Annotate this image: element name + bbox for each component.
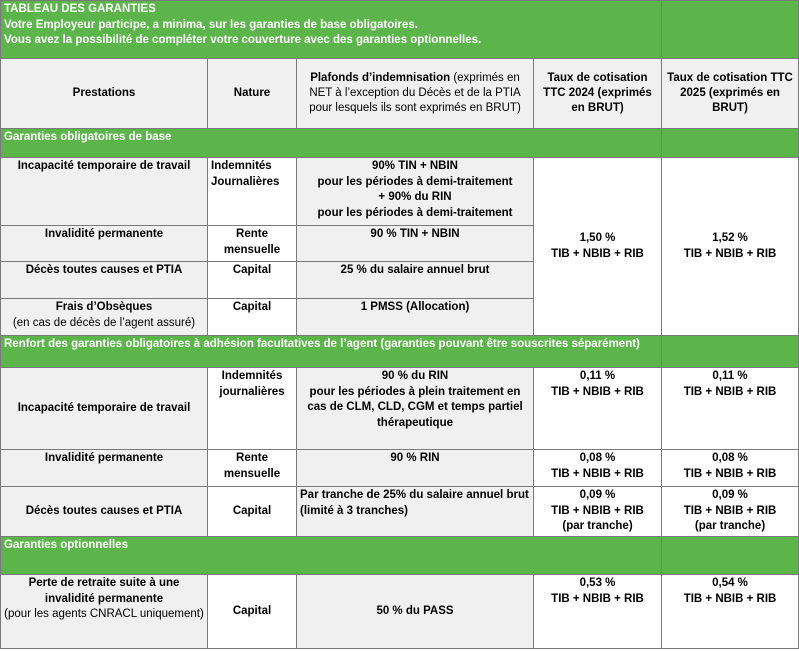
- renfort-row-1-rate-2025-value: 0,11 %: [712, 370, 748, 382]
- section-renfort-empty: [662, 336, 799, 368]
- section-base-empty: [662, 129, 799, 158]
- header-plafonds-title: Plafonds d’indemnisation: [310, 72, 451, 84]
- base-row-1-nature: Indemnités Journalières: [208, 158, 297, 226]
- base-rate-2025: [662, 158, 799, 336]
- renfort-row-3-rate-2024-value: 0,09 %: [579, 489, 616, 501]
- renfort-row-3-nature: Capital: [208, 487, 297, 537]
- base-rate-2024-basis: TIB + NBIB + RIB: [551, 247, 644, 260]
- section-base-title: Garanties obligatoires de base: [1, 129, 662, 158]
- renfort-row-1-plafond-line-2: pour les périodes à plein traitement en cas de CLM, CLD, CGM et temps partiel thérapeutique: [307, 385, 523, 429]
- renfort-row-2-rate-2025: [662, 450, 799, 487]
- renfort-row-2-rate-2024-basis: TIB + NBIB + RIB: [551, 467, 644, 480]
- renfort-row-2-plafond: 90 % RIN: [297, 450, 534, 487]
- base-row-3-plafond: 25 % du salaire annuel brut: [297, 262, 534, 299]
- option-row-1-plafond: 50 % du PASS: [297, 575, 534, 649]
- renfort-row-1-plafond-line-1: 90 % du RIN: [381, 370, 449, 382]
- renfort-row-3-rate-2024: [534, 487, 662, 537]
- option-row-1-rate-2024-value: 0,53 %: [579, 577, 616, 589]
- base-row-1-plafond: [297, 158, 534, 226]
- renfort-row-1-prestation: Incapacité temporaire de travail: [1, 368, 208, 450]
- renfort-row-1-rate-2025-basis: TIB + NBIB + RIB: [683, 385, 777, 398]
- option-row-1-prestation: [1, 575, 208, 649]
- renfort-row-3-rate-2025-value: 0,09 %: [712, 489, 748, 501]
- base-row-4-plafond: 1 PMSS (Allocation): [297, 299, 534, 336]
- renfort-row-3-rate-2024-per: (par tranche): [562, 520, 633, 532]
- option-row-1-rate-2025-value: 0,54 %: [712, 577, 748, 589]
- renfort-row-3-plafond: Par tranche de 25% du salaire annuel brut (limité à 3 tranches): [297, 487, 534, 537]
- base-row-4-prestation: [1, 299, 208, 336]
- renfort-row-1-rate-2024-value: 0,11 %: [579, 370, 616, 382]
- renfort-row-1-rate-2024: [534, 368, 662, 450]
- option-row-1-prestation-title: Perte de retraite suite à une invalidité permanente: [28, 577, 180, 605]
- section-renfort-title: Renfort des garanties obligatoires à adhésion facultatives de l’agent (garanties pouvant être souscrites séparément): [1, 336, 662, 368]
- renfort-row-1-rate-2025: [662, 368, 799, 450]
- base-row-4-prestation-title: Frais d’Obsèques: [55, 301, 153, 313]
- renfort-row-2-nature: Rente mensuelle: [208, 450, 297, 487]
- base-rate-2024-value: 1,50 %: [579, 232, 616, 244]
- renfort-row-3-prestation: Décès toutes causes et PTIA: [1, 487, 208, 537]
- base-rate-2025-basis: TIB + NBIB + RIB: [683, 247, 777, 260]
- option-row-1-rate-2025: [662, 575, 799, 649]
- option-row-1-rate-2024-basis: TIB + NBIB + RIB: [551, 592, 644, 605]
- base-row-4-prestation-sub: (en cas de décès de l’agent assuré): [12, 316, 196, 329]
- header-taux-2024: Taux de cotisation TTC 2024 (exprimés en BRUT): [534, 59, 662, 129]
- base-row-1-prestation: Incapacité temporaire de travail: [1, 158, 208, 226]
- option-row-1-rate-2025-basis: TIB + NBIB + RIB: [683, 592, 777, 605]
- base-row-1-plafond-line-1: 90% TIN + NBIN: [372, 160, 458, 172]
- renfort-row-3-rate-2025-basis: TIB + NBIB + RIB: [683, 504, 777, 517]
- renfort-row-3-rate-2024-basis: TIB + NBIB + RIB: [551, 504, 644, 517]
- intro-block: [1, 1, 662, 59]
- renfort-row-3-rate-2025-per: (par tranche): [694, 520, 766, 532]
- renfort-row-2-rate-2025-basis: TIB + NBIB + RIB: [683, 467, 777, 480]
- header-nature: Nature: [208, 59, 297, 129]
- base-rate-2024: [534, 158, 662, 336]
- option-row-1-rate-2024: [534, 575, 662, 649]
- renfort-row-2-prestation: Invalidité permanente: [1, 450, 208, 487]
- base-row-3-nature: Capital: [208, 262, 297, 299]
- renfort-row-3-rate-2025: [662, 487, 799, 537]
- section-option-empty: [662, 537, 799, 575]
- header-plafonds: [297, 59, 534, 129]
- renfort-row-2-rate-2025-value: 0,08 %: [712, 452, 748, 464]
- intro-line-2: Vous avez la possibilité de compléter votre couverture avec des garanties optionnelles.: [4, 34, 482, 46]
- renfort-row-2-rate-2024: [534, 450, 662, 487]
- header-taux-2025: Taux de cotisation TTC 2025 (exprimés en BRUT): [662, 59, 799, 129]
- intro-empty-cell: [662, 1, 799, 59]
- base-row-2-nature: Rente mensuelle: [208, 226, 297, 262]
- base-row-2-prestation: Invalidité permanente: [1, 226, 208, 262]
- base-row-3-prestation: Décès toutes causes et PTIA: [1, 262, 208, 299]
- header-plafonds-note: (exprimés en NET à l’exception du Décès et de la PTIA pour lesquels ils sont exprimés en BRUT): [309, 72, 521, 114]
- base-row-1-plafond-line-3: + 90% du RIN: [378, 191, 452, 203]
- renfort-row-1-plafond: [297, 368, 534, 450]
- base-row-4-nature: Capital: [208, 299, 297, 336]
- header-prestations: Prestations: [1, 59, 208, 129]
- renfort-row-2-rate-2024-value: 0,08 %: [579, 452, 616, 464]
- renfort-row-1-nature: Indemnités journalières: [208, 368, 297, 450]
- base-row-2-plafond: 90 % TIN + NBIN: [297, 226, 534, 262]
- base-rate-2025-value: 1,52 %: [712, 232, 748, 244]
- base-row-1-plafond-line-2: pour les périodes à demi-traitement: [317, 175, 513, 188]
- intro-title: TABLEAU DES GARANTIES: [4, 3, 156, 15]
- option-row-1-prestation-sub: (pour les agents CNRACL uniquement): [4, 608, 204, 620]
- intro-line-1: Votre Employeur participe, a minima, sur les garanties de base obligatoires.: [4, 18, 418, 31]
- renfort-row-1-rate-2024-basis: TIB + NBIB + RIB: [551, 385, 644, 398]
- section-option-title: Garanties optionnelles: [1, 537, 662, 575]
- base-row-1-plafond-line-4: pour les périodes à demi-traitement: [317, 206, 513, 219]
- option-row-1-nature: Capital: [208, 575, 297, 649]
